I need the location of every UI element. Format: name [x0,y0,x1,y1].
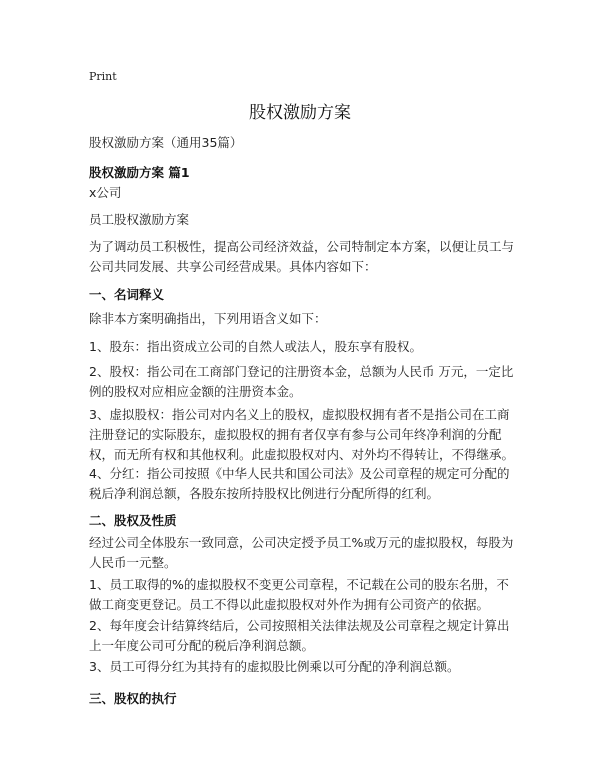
nature-item-3: 3、员工可得分红为其持有的虚拟股比例乘以可分配的净利润总额。 [89,659,460,674]
section-title: 股权激励方案 篇1 [89,165,190,180]
definition-dividend: 4、分红：指公司按照《中华人民共和国公司法》及公司章程的规定可分配的税后净利润总额，各股东按所持股权比例进行分配所得的红利。 [89,466,510,501]
heading-definitions: 一、名词释义 [89,287,165,302]
print-label[interactable]: Print [89,70,117,83]
document-subtitle: 股权激励方案（通用35篇） [89,135,243,150]
nature-item-2: 2、每年度会计结算终结后，公司按照相关法律法规及公司章程之规定计算出上一年度公司可分配的税后净利润总额。 [89,618,510,653]
nature-item-1: 1、员工取得的%的虚拟股权不变更公司章程，不记载在公司的股东名册，不做工商变更登记。员工不得以此虚拟股权对外作为拥有公司资产的依据。 [89,577,509,612]
company-name: x公司 [89,185,122,200]
definition-equity: 2、股权：指公司在工商部门登记的注册资本金，总额为人民币 万元，一定比例的股权对应相应金额的注册资本金。 [89,364,514,399]
definition-virtual-equity: 3、虚拟股权：指公司对内名义上的股权，虚拟股权拥有者不是指公司在工商注册登记的实际股东，虚拟股权的拥有者仅享有参与公司年终净利润的分配权，而无所有权和其他权利。此虚拟股权对内、对外均不得转让，不得继承。 [89,407,515,462]
nature-paragraph: 经过公司全体股东一致同意，公司决定授予员工%或万元的虚拟股权，每股为人民币一元整。 [89,535,514,570]
plan-name: 员工股权激励方案 [89,212,190,227]
page-title: 股权激励方案 [249,103,351,123]
heading-execution: 三、股权的执行 [89,691,177,706]
definition-shareholder: 1、股东：指出资成立公司的自然人或法人，股东享有股权。 [89,339,422,354]
intro-paragraph: 为了调动员工积极性，提高公司经济效益，公司特制定本方案，以便让员工与公司共同发展、共享公司经营成果。具体内容如下： [89,239,515,274]
heading-nature: 二、股权及性质 [89,513,177,528]
definitions-intro: 除非本方案明确指出，下列用语含义如下： [89,311,327,326]
